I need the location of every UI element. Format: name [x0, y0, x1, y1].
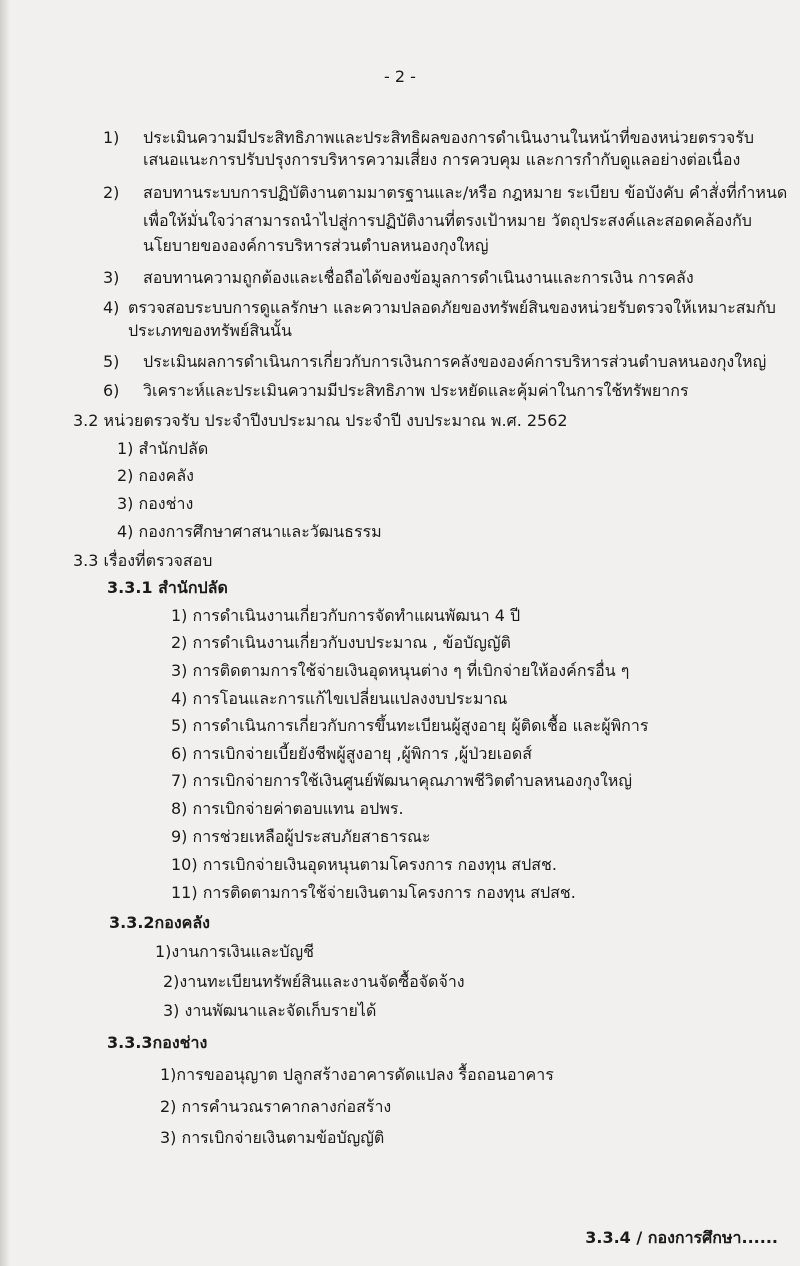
- list-item: 1) สำนักปลัด: [117, 439, 209, 458]
- list-item: 3) กองช่าง: [117, 494, 194, 513]
- list-item: 2) กองคลัง: [117, 466, 194, 485]
- list-item: 9) การช่วยเหลือผู้ประสบภัยสาธารณะ: [171, 827, 431, 846]
- continuation-note: 3.3.4 / กองการศึกษา......: [585, 1228, 778, 1247]
- list-number: 1): [103, 128, 120, 147]
- subsection-heading: 3.3.2กองคลัง: [109, 913, 210, 932]
- list-item: 7) การเบิกจ่ายการใช้เงินศูนย์พัฒนาคุณภาพชีวิตตำบลหนองกุงใหญ่: [171, 771, 632, 790]
- list-item-text: ประเมินความมีประสิทธิภาพและประสิทธิผลของการดำเนินงานในหน้าที่ของหน่วยตรวจรับ: [143, 128, 755, 147]
- list-item: 2) การคำนวณราคากลางก่อสร้าง: [160, 1097, 392, 1116]
- list-item: 1)การขออนุญาต ปลูกสร้างอาคารดัดแปลง รื้อถอนอาคาร: [160, 1065, 554, 1084]
- list-item: 3) งานพัฒนาและจัดเก็บรายได้: [163, 1001, 377, 1020]
- list-number: 3): [103, 268, 120, 287]
- list-item: 8) การเบิกจ่ายค่าตอบแทน อปพร.: [171, 799, 404, 818]
- list-number: 4): [103, 298, 120, 317]
- list-item-text: นโยบายขององค์การบริหารส่วนตำบลหนองกุงใหญ่: [143, 236, 489, 255]
- list-item: 10) การเบิกจ่ายเงินอุดหนุนตามโครงการ กองทุน สปสช.: [171, 855, 557, 874]
- list-item: 2)งานทะเบียนทรัพย์สินและงานจัดซื้อจัดจ้าง: [163, 972, 465, 991]
- list-item: 3) การเบิกจ่ายเงินตามข้อบัญญัติ: [160, 1128, 385, 1147]
- list-item: 1) การดำเนินงานเกี่ยวกับการจัดทำแผนพัฒนา 4 ปี: [171, 606, 521, 625]
- subsection-heading: 3.3.3กองช่าง: [107, 1033, 208, 1052]
- list-item: 2) การดำเนินงานเกี่ยวกับงบประมาณ , ข้อบัญญัติ: [171, 633, 511, 652]
- list-item-text: ประเมินผลการดำเนินการเกี่ยวกับการเงินการคลังขององค์การบริหารส่วนตำบลหนองกุงใหญ่: [143, 352, 767, 371]
- list-item: 5) การดำเนินการเกี่ยวกับการขึ้นทะเบียนผู้สูงอายุ ผู้ติดเชื้อ และผู้พิการ: [171, 716, 649, 735]
- list-item: 1)งานการเงินและบัญชี: [155, 942, 314, 961]
- list-number: 2): [103, 183, 120, 202]
- list-item: 11) การติดตามการใช้จ่ายเงินตามโครงการ กองทุน สปสช.: [171, 883, 576, 902]
- list-item: 3) การติดตามการใช้จ่ายเงินอุดหนุนต่าง ๆ ที่เบิกจ่ายให้องค์กรอื่น ๆ: [171, 661, 630, 680]
- list-item-text: ตรวจสอบระบบการดูแลรักษา และความปลอดภัยของทรัพย์สินของหน่วยรับตรวจให้เหมาะสมกับ: [128, 298, 776, 317]
- section-heading: 3.3 เรื่องที่ตรวจสอบ: [73, 551, 213, 570]
- section-heading: 3.2 หน่วยตรวจรับ ประจำปีงบประมาณ ประจำปี งบประมาณ พ.ศ. 2562: [73, 411, 568, 430]
- list-item-text: เสนอแนะการปรับปรุงการบริหารความเสี่ยง การควบคุม และการกำกับดูแลอย่างต่อเนื่อง: [143, 150, 741, 169]
- list-number: 6): [103, 381, 120, 400]
- list-item: 4) การโอนและการแก้ไขเปลี่ยนแปลงงบประมาณ: [171, 689, 508, 708]
- list-item-text: สอบทานระบบการปฏิบัติงานตามมาตรฐานและ/หรือ กฎหมาย ระเบียบ ข้อบังคับ คำสั่งที่กำหนด: [143, 183, 788, 202]
- list-item-text: วิเคราะห์และประเมินความมีประสิทธิภาพ ประหยัดและคุ้มค่าในการใช้ทรัพยากร: [143, 381, 689, 400]
- page-number: - 2 -: [384, 67, 416, 86]
- page-edge-shadow: [0, 0, 10, 1266]
- list-item: 4) กองการศึกษาศาสนาและวัฒนธรรม: [117, 522, 382, 541]
- list-item: 6) การเบิกจ่ายเบี้ยยังชีพผู้สูงอายุ ,ผู้พิการ ,ผู้ป่วยเอดส์: [171, 744, 532, 763]
- list-number: 5): [103, 352, 120, 371]
- list-item-text: เพื่อให้มั่นใจว่าสามารถนำไปสู่การปฏิบัติงานที่ตรงเป้าหมาย วัตถุประสงค์และสอดคล้องกับ: [143, 211, 752, 230]
- list-item-text: สอบทานความถูกต้องและเชื่อถือได้ของข้อมูลการดำเนินงานและการเงิน การคลัง: [143, 268, 694, 287]
- subsection-heading: 3.3.1 สำนักปลัด: [107, 578, 228, 597]
- list-item-text: ประเภทของทรัพย์สินนั้น: [128, 321, 292, 340]
